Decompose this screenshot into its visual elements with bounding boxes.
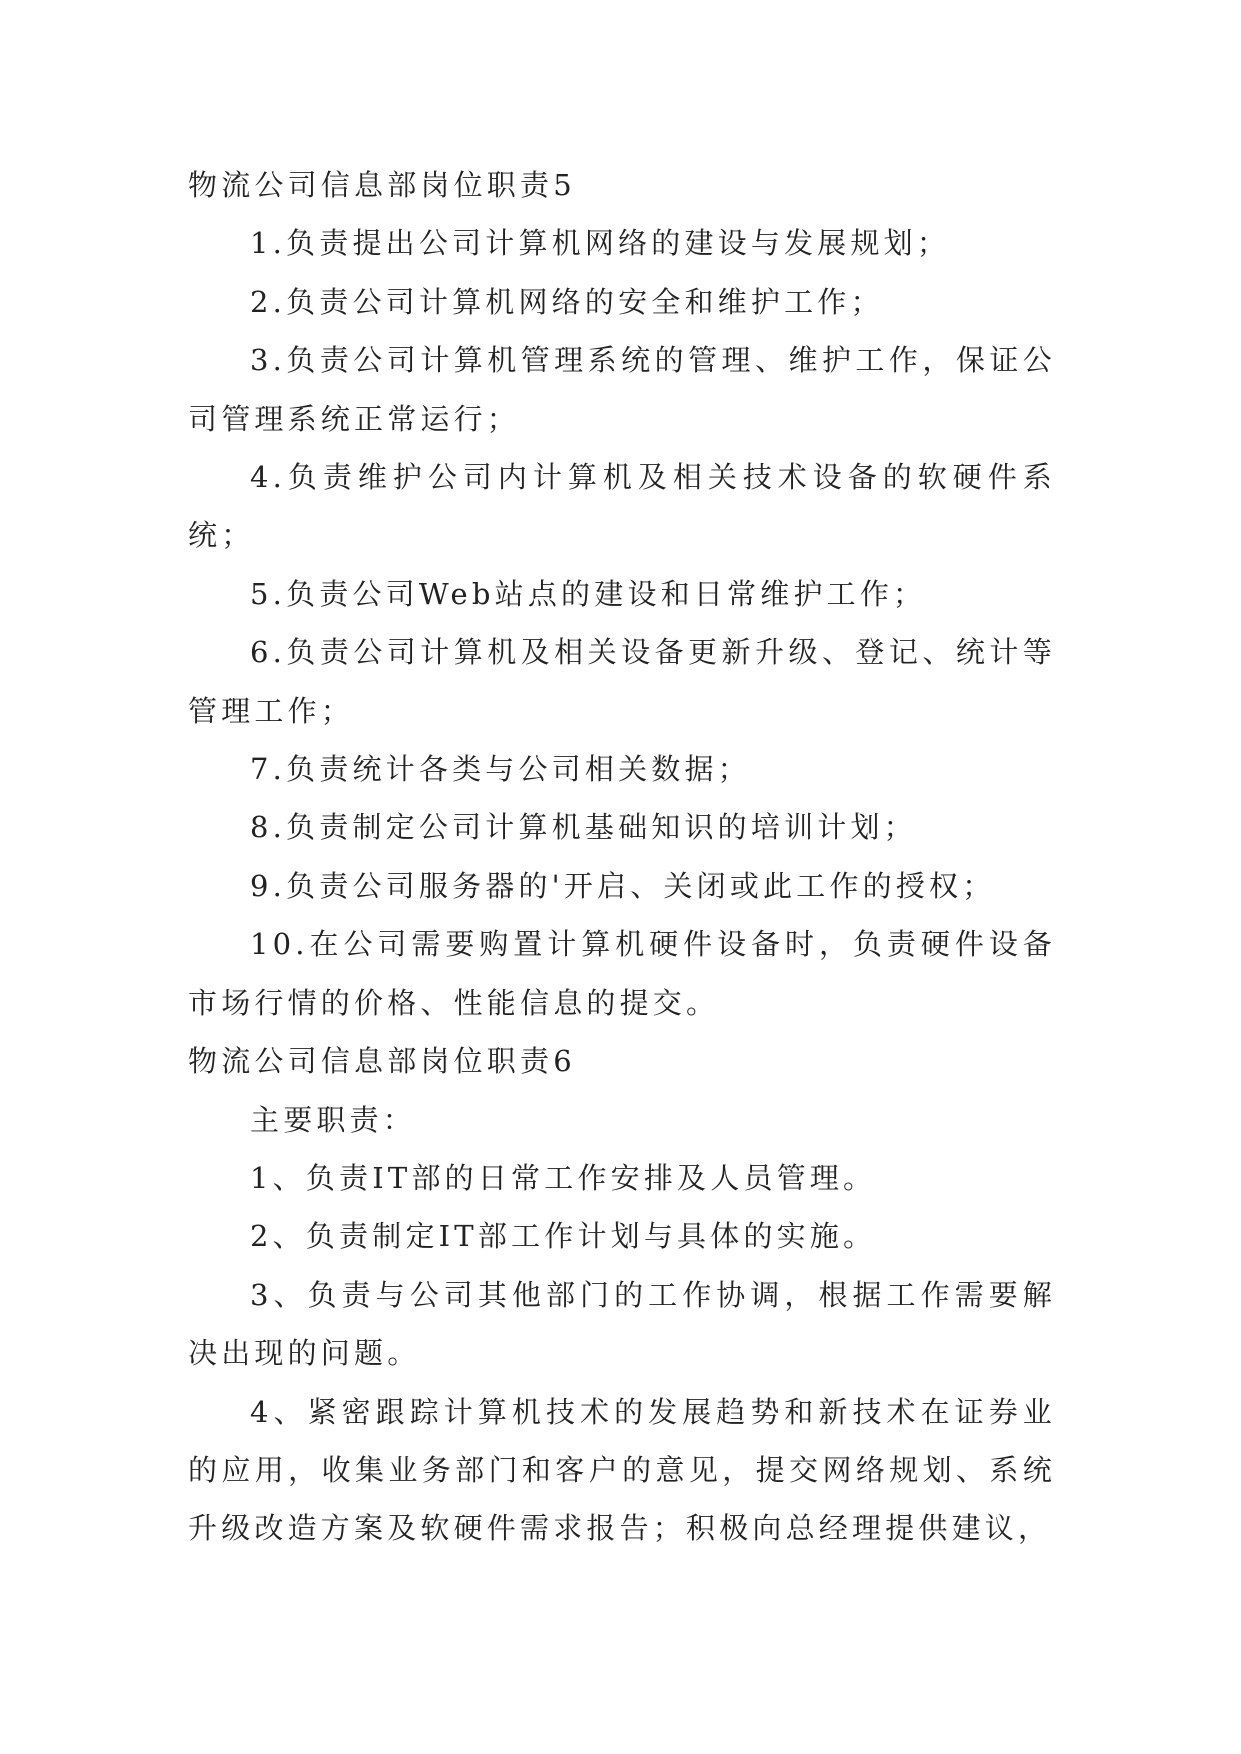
duty-item: 2、负责制定IT部工作计划与具体的实施。	[250, 1219, 877, 1254]
duty-item: 10.在公司需要购置计算机硬件设备时，负责硬件设备市场行情的价格、性能信息的提交。	[188, 927, 1056, 1020]
duty-item: 4.负责维护公司内计算机及相关技术设备的软硬件系统；	[188, 460, 1056, 553]
duty-item: 4、紧密跟踪计算机技术的发展趋势和新技术在证券业的应用，收集业务部门和客户的意见，提交网络规划、系统升级改造方案及软硬件需求报告；积极向总经理提供建议，	[188, 1394, 1056, 1546]
duty-item: 7.负责统计各类与公司相关数据；	[250, 752, 751, 787]
duty-intro: 主要职责：	[250, 1102, 417, 1137]
duty-item: 5.负责公司Web站点的建设和日常维护工作；	[250, 576, 927, 611]
duty-item: 1.负责提出公司计算机网络的建设与发展规划；	[250, 226, 951, 261]
duty-item: 8.负责制定公司计算机基础知识的培训计划；	[250, 810, 917, 845]
duty-item: 1、负责IT部的日常工作安排及人员管理。	[250, 1160, 877, 1195]
duty-item: 9.负责公司服务器的'开启、关闭或此工作的授权；	[250, 868, 996, 903]
duty-item: 6.负责公司计算机及相关设备更新升级、登记、统计等管理工作；	[188, 635, 1056, 728]
duty-item: 2.负责公司计算机网络的安全和维护工作；	[250, 284, 884, 319]
section-heading: 物流公司信息部岗位职责6	[188, 1044, 576, 1079]
duty-item: 3.负责公司计算机管理系统的管理、维护工作，保证公司管理系统正常运行；	[188, 343, 1056, 436]
document-body	[188, 156, 1056, 1558]
section-heading: 物流公司信息部岗位职责5	[188, 168, 576, 202]
duty-item: 3、负责与公司其他部门的工作协调，根据工作需要解决出现的问题。	[188, 1277, 1056, 1371]
